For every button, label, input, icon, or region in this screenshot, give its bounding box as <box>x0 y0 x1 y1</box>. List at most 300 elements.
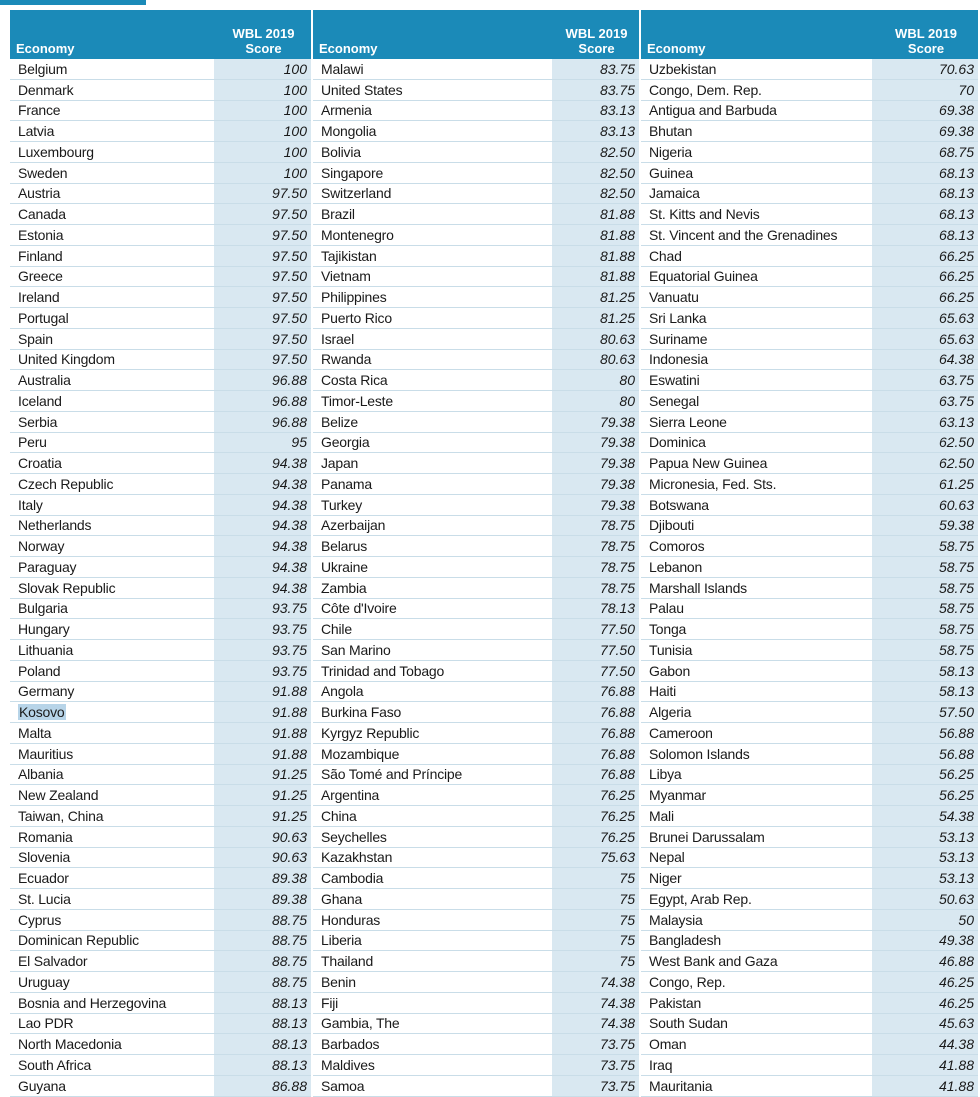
table-row <box>10 308 978 329</box>
economy-cell <box>10 59 214 79</box>
economy-name: Paraguay <box>18 558 77 575</box>
economy-name: Honduras <box>321 911 381 928</box>
economy-cell <box>640 806 872 827</box>
economy-cell <box>640 992 872 1013</box>
score-cell: 50 <box>872 909 978 930</box>
economy-name: Iceland <box>18 392 62 409</box>
economy-cell <box>10 930 214 951</box>
economy-cell <box>640 183 872 204</box>
economy-cell <box>10 411 214 432</box>
score-cell: 69.38 <box>872 100 978 121</box>
economy-name: Dominican Republic <box>18 932 139 949</box>
score-cell: 76.88 <box>552 764 640 785</box>
economy-cell <box>10 681 214 702</box>
economy-name: Palau <box>649 600 684 617</box>
score-cell: 63.75 <box>872 370 978 391</box>
economy-cell <box>640 557 872 578</box>
economy-name: Congo, Dem. Rep. <box>649 81 762 98</box>
table-header-row <box>10 10 978 59</box>
economy-cell <box>10 826 214 847</box>
economy-cell <box>10 1013 214 1034</box>
table-row <box>10 681 978 702</box>
economy-name: Nepal <box>649 849 685 866</box>
score-cell: 83.75 <box>552 59 640 79</box>
score-cell: 57.50 <box>872 702 978 723</box>
economy-cell <box>640 681 872 702</box>
score-cell: 76.25 <box>552 806 640 827</box>
economy-name: Mongolia <box>321 123 377 140</box>
table-row <box>10 411 978 432</box>
economy-name: Pakistan <box>649 994 702 1011</box>
score-cell: 96.88 <box>214 411 312 432</box>
section-tab-marker <box>0 0 146 5</box>
score-cell: 91.88 <box>214 702 312 723</box>
economy-name: Kosovo <box>19 704 65 721</box>
table-row <box>10 660 978 681</box>
score-cell: 81.88 <box>552 266 640 287</box>
economy-cell <box>640 1075 872 1096</box>
score-cell: 97.50 <box>214 204 312 225</box>
economy-name: Nigeria <box>649 143 692 160</box>
economy-name: Montenegro <box>321 226 394 243</box>
economy-name: Uruguay <box>18 973 70 990</box>
economy-name: Eswatini <box>649 372 700 389</box>
economy-name: Israel <box>321 330 355 347</box>
economy-cell <box>640 121 872 142</box>
table-row <box>10 474 978 495</box>
score-cell: 54.38 <box>872 806 978 827</box>
economy-cell <box>10 909 214 930</box>
economy-cell <box>640 162 872 183</box>
table-row <box>10 847 978 868</box>
economy-cell <box>10 868 214 889</box>
score-cell: 69.38 <box>872 121 978 142</box>
table-row <box>10 1075 978 1096</box>
economy-cell <box>10 1034 214 1055</box>
economy-name: Algeria <box>649 704 692 721</box>
economy-cell <box>10 474 214 495</box>
score-cell: 94.38 <box>214 536 312 557</box>
economy-cell <box>10 225 214 246</box>
score-cell: 74.38 <box>552 972 640 993</box>
score-cell: 65.63 <box>872 308 978 329</box>
economy-name: San Marino <box>321 641 391 658</box>
economy-cell <box>10 847 214 868</box>
economy-name: Mali <box>649 807 674 824</box>
economy-name: Serbia <box>18 413 58 430</box>
economy-cell <box>312 328 552 349</box>
economy-name: Georgia <box>321 434 370 451</box>
score-cell: 94.38 <box>214 557 312 578</box>
economy-cell <box>312 142 552 163</box>
score-cell: 65.63 <box>872 328 978 349</box>
economy-name: St. Vincent and the Grenadines <box>649 226 838 243</box>
score-cell: 78.75 <box>552 557 640 578</box>
economy-cell <box>10 619 214 640</box>
score-column-header: WBL 2019 Score <box>214 10 312 59</box>
economy-cell <box>640 370 872 391</box>
economy-cell <box>312 121 552 142</box>
economy-cell <box>10 577 214 598</box>
economy-cell <box>640 598 872 619</box>
score-cell: 46.88 <box>872 951 978 972</box>
economy-name: Senegal <box>649 392 699 409</box>
economy-name: Estonia <box>18 226 64 243</box>
economy-name: Bulgaria <box>18 600 68 617</box>
table-row <box>10 349 978 370</box>
economy-name: Peru <box>18 434 47 451</box>
table-row <box>10 453 978 474</box>
economy-name: Zambia <box>321 579 367 596</box>
score-cell: 97.50 <box>214 225 312 246</box>
economy-cell <box>640 328 872 349</box>
table-row <box>10 245 978 266</box>
table-row <box>10 930 978 951</box>
score-cell: 88.75 <box>214 930 312 951</box>
score-cell: 100 <box>214 59 312 79</box>
score-cell: 76.88 <box>552 702 640 723</box>
score-cell: 77.50 <box>552 619 640 640</box>
economy-name: Vanuatu <box>649 289 699 306</box>
economy-name: Seychelles <box>321 828 387 845</box>
score-cell: 89.38 <box>214 889 312 910</box>
economy-cell <box>640 432 872 453</box>
score-cell: 68.13 <box>872 183 978 204</box>
economy-cell <box>10 660 214 681</box>
score-cell: 94.38 <box>214 474 312 495</box>
economy-name: Malta <box>18 724 52 741</box>
economy-cell <box>640 474 872 495</box>
score-cell: 58.75 <box>872 577 978 598</box>
economy-cell <box>10 743 214 764</box>
score-column-header: WBL 2019 Score <box>552 10 640 59</box>
economy-cell <box>312 951 552 972</box>
economy-cell <box>10 79 214 100</box>
economy-cell <box>10 536 214 557</box>
economy-name: Czech Republic <box>18 475 114 492</box>
score-cell: 44.38 <box>872 1034 978 1055</box>
economy-cell <box>312 453 552 474</box>
economy-name: Sierra Leone <box>649 413 727 430</box>
economy-cell <box>312 100 552 121</box>
economy-name: Slovak Republic <box>18 579 116 596</box>
table-row <box>10 557 978 578</box>
score-cell: 58.75 <box>872 536 978 557</box>
economy-cell <box>312 743 552 764</box>
economy-cell <box>10 494 214 515</box>
economy-cell <box>312 411 552 432</box>
wbl-score-table <box>10 10 978 1097</box>
economy-cell <box>640 59 872 79</box>
score-cell: 89.38 <box>214 868 312 889</box>
economy-cell <box>312 245 552 266</box>
score-cell: 75 <box>552 951 640 972</box>
economy-name: West Bank and Gaza <box>649 953 778 970</box>
economy-cell <box>312 515 552 536</box>
economy-name: St. Lucia <box>18 890 71 907</box>
table-row <box>10 889 978 910</box>
score-cell: 73.75 <box>552 1075 640 1096</box>
score-cell: 49.38 <box>872 930 978 951</box>
score-cell: 100 <box>214 100 312 121</box>
economy-cell <box>640 785 872 806</box>
score-cell: 79.38 <box>552 432 640 453</box>
score-cell: 96.88 <box>214 391 312 412</box>
economy-name: Benin <box>321 973 356 990</box>
economy-name: Malaysia <box>649 911 703 928</box>
economy-cell <box>312 79 552 100</box>
economy-cell <box>312 59 552 79</box>
economy-cell <box>640 619 872 640</box>
score-cell: 58.75 <box>872 557 978 578</box>
economy-name: Armenia <box>321 102 372 119</box>
economy-name: Belarus <box>321 538 368 555</box>
score-cell: 88.13 <box>214 992 312 1013</box>
economy-cell <box>312 536 552 557</box>
economy-cell <box>10 162 214 183</box>
economy-name: Côte d'Ivoire <box>321 600 397 617</box>
economy-cell <box>640 972 872 993</box>
economy-name: Panama <box>321 475 372 492</box>
score-cell: 56.88 <box>872 743 978 764</box>
economy-name: Trinidad and Tobago <box>321 662 445 679</box>
economy-cell <box>312 162 552 183</box>
table-row <box>10 785 978 806</box>
score-cell: 97.50 <box>214 183 312 204</box>
score-cell: 80.63 <box>552 349 640 370</box>
economy-name: El Salvador <box>18 953 88 970</box>
economy-cell <box>312 308 552 329</box>
economy-cell <box>640 764 872 785</box>
score-cell: 73.75 <box>552 1055 640 1076</box>
score-cell: 68.75 <box>872 142 978 163</box>
economy-name: Rwanda <box>321 351 372 368</box>
economy-name: Luxembourg <box>18 143 94 160</box>
score-cell: 81.88 <box>552 245 640 266</box>
score-cell: 75.63 <box>552 847 640 868</box>
score-cell: 91.88 <box>214 723 312 744</box>
table-row <box>10 100 978 121</box>
table-row <box>10 723 978 744</box>
score-cell: 86.88 <box>214 1075 312 1096</box>
economy-cell <box>312 847 552 868</box>
economy-name: Philippines <box>321 289 387 306</box>
economy-cell <box>640 204 872 225</box>
table-row <box>10 370 978 391</box>
economy-name: Latvia <box>18 123 55 140</box>
economy-cell <box>312 702 552 723</box>
economy-name: Germany <box>18 683 75 700</box>
economy-name: Ukraine <box>321 558 368 575</box>
economy-name: Croatia <box>18 455 62 472</box>
economy-name: Sri Lanka <box>649 309 707 326</box>
score-cell: 66.25 <box>872 245 978 266</box>
score-cell: 56.88 <box>872 723 978 744</box>
table-row <box>10 142 978 163</box>
score-cell: 76.25 <box>552 785 640 806</box>
economy-cell <box>312 1055 552 1076</box>
economy-cell <box>312 598 552 619</box>
score-cell: 74.38 <box>552 992 640 1013</box>
score-cell: 88.75 <box>214 951 312 972</box>
score-cell: 80 <box>552 391 640 412</box>
economy-name: Gambia, The <box>321 1015 400 1032</box>
table-row <box>10 536 978 557</box>
score-cell: 75 <box>552 909 640 930</box>
economy-name: Botswana <box>649 496 709 513</box>
economy-name: Japan <box>321 455 359 472</box>
economy-name: Finland <box>18 247 63 264</box>
score-cell: 82.50 <box>552 162 640 183</box>
table-row <box>10 328 978 349</box>
economy-name: Iraq <box>649 1056 673 1073</box>
score-cell: 93.75 <box>214 598 312 619</box>
economy-cell <box>10 515 214 536</box>
economy-cell <box>640 640 872 661</box>
economy-cell <box>10 453 214 474</box>
table-row <box>10 743 978 764</box>
score-cell: 83.13 <box>552 121 640 142</box>
economy-name: Mauritania <box>649 1077 713 1094</box>
economy-cell <box>640 79 872 100</box>
table-body <box>10 59 978 1096</box>
table-row <box>10 598 978 619</box>
economy-name: Papua New Guinea <box>649 455 768 472</box>
economy-name: Singapore <box>321 164 384 181</box>
score-cell: 88.75 <box>214 972 312 993</box>
score-cell: 80 <box>552 370 640 391</box>
score-cell: 74.38 <box>552 1013 640 1034</box>
score-cell: 93.75 <box>214 660 312 681</box>
economy-cell <box>10 785 214 806</box>
economy-cell <box>640 287 872 308</box>
economy-cell <box>312 909 552 930</box>
economy-name: Malawi <box>321 60 364 77</box>
economy-name: Brunei Darussalam <box>649 828 765 845</box>
economy-cell <box>312 785 552 806</box>
score-cell: 81.88 <box>552 204 640 225</box>
score-cell: 81.25 <box>552 287 640 308</box>
economy-cell <box>10 183 214 204</box>
economy-cell <box>10 142 214 163</box>
table-row <box>10 121 978 142</box>
economy-cell <box>10 432 214 453</box>
table-row <box>10 1013 978 1034</box>
score-cell: 58.75 <box>872 640 978 661</box>
score-cell: 46.25 <box>872 972 978 993</box>
economy-cell <box>10 640 214 661</box>
economy-name: South Africa <box>18 1056 92 1073</box>
table-row <box>10 619 978 640</box>
score-cell: 75 <box>552 930 640 951</box>
economy-cell <box>312 266 552 287</box>
economy-name: Lithuania <box>18 641 74 658</box>
economy-cell <box>312 370 552 391</box>
score-cell: 82.50 <box>552 183 640 204</box>
economy-cell <box>312 1075 552 1096</box>
economy-name: Libya <box>649 766 682 783</box>
economy-name: Netherlands <box>18 517 92 534</box>
economy-name: New Zealand <box>18 787 99 804</box>
economy-name: São Tomé and Príncipe <box>321 766 463 783</box>
economy-name: Bolivia <box>321 143 361 160</box>
economy-name: Ecuador <box>18 870 69 887</box>
economy-name: Greece <box>18 268 63 285</box>
economy-name: Kazakhstan <box>321 849 393 866</box>
economy-name: Lao PDR <box>18 1015 74 1032</box>
economy-cell <box>312 577 552 598</box>
score-cell: 46.25 <box>872 992 978 1013</box>
economy-name: Jamaica <box>649 185 700 202</box>
economy-cell <box>10 1055 214 1076</box>
economy-cell <box>640 308 872 329</box>
economy-name: Poland <box>18 662 61 679</box>
economy-cell <box>312 474 552 495</box>
score-cell: 78.75 <box>552 515 640 536</box>
score-cell: 41.88 <box>872 1055 978 1076</box>
score-cell: 73.75 <box>552 1034 640 1055</box>
economy-name: Cameroon <box>649 724 713 741</box>
table-row <box>10 391 978 412</box>
economy-name: Slovenia <box>18 849 71 866</box>
economy-cell <box>640 847 872 868</box>
economy-cell <box>640 909 872 930</box>
table-row <box>10 432 978 453</box>
score-cell: 88.13 <box>214 1055 312 1076</box>
economy-cell <box>312 557 552 578</box>
score-cell: 58.13 <box>872 660 978 681</box>
economy-name: Egypt, Arab Rep. <box>649 890 752 907</box>
economy-cell <box>312 183 552 204</box>
economy-name: Tajikistan <box>321 247 377 264</box>
economy-cell <box>312 826 552 847</box>
economy-name: Timor-Leste <box>321 392 393 409</box>
economy-cell <box>312 681 552 702</box>
economy-cell <box>640 225 872 246</box>
economy-name: Turkey <box>321 496 363 513</box>
table-row <box>10 577 978 598</box>
score-cell: 97.50 <box>214 287 312 308</box>
economy-cell <box>312 889 552 910</box>
economy-name: Congo, Rep. <box>649 973 726 990</box>
economy-cell <box>10 557 214 578</box>
economy-cell <box>640 142 872 163</box>
score-cell: 91.25 <box>214 785 312 806</box>
table-row <box>10 59 978 79</box>
table-row <box>10 494 978 515</box>
table-row <box>10 868 978 889</box>
economy-cell <box>640 266 872 287</box>
economy-cell <box>10 806 214 827</box>
economy-name: Marshall Islands <box>649 579 747 596</box>
economy-cell <box>640 889 872 910</box>
score-cell: 79.38 <box>552 494 640 515</box>
economy-name: Sweden <box>18 164 68 181</box>
economy-name: Haiti <box>649 683 677 700</box>
score-cell: 90.63 <box>214 826 312 847</box>
score-cell: 94.38 <box>214 494 312 515</box>
economy-cell <box>640 349 872 370</box>
economy-cell <box>640 1013 872 1034</box>
score-cell: 53.13 <box>872 826 978 847</box>
economy-name: Niger <box>649 870 682 887</box>
score-cell: 68.13 <box>872 225 978 246</box>
table-row <box>10 826 978 847</box>
score-cell: 58.75 <box>872 619 978 640</box>
economy-cell <box>10 266 214 287</box>
economy-cell <box>10 121 214 142</box>
economy-name: Ireland <box>18 289 60 306</box>
